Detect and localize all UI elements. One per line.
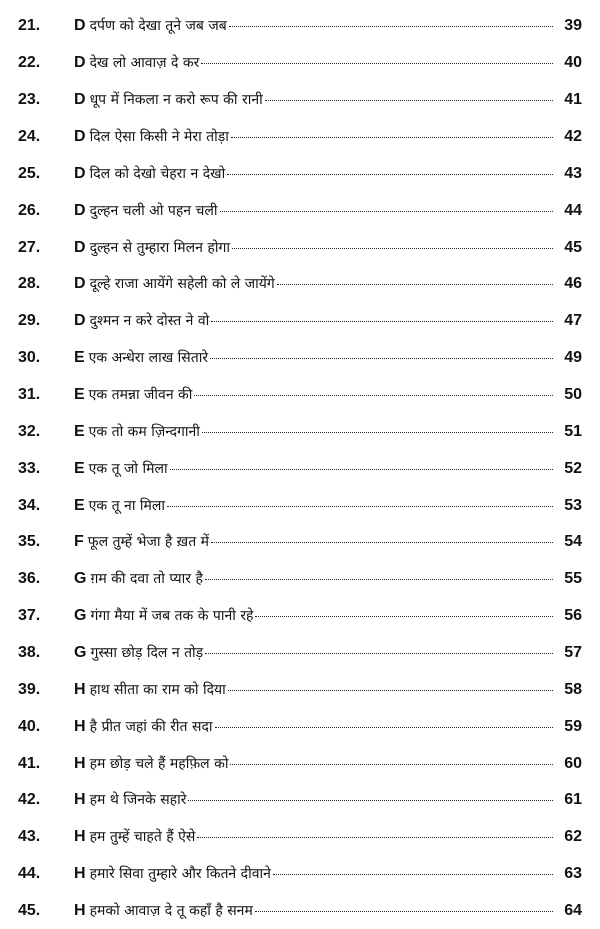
toc-entry-title: दुल्हन से तुम्हारा मिलन होगा — [89, 239, 230, 256]
toc-entry-page: 41 — [564, 91, 582, 109]
toc-entry-page: 55 — [564, 570, 582, 588]
toc-entry-page: 63 — [564, 865, 582, 883]
toc-entry-letter: D — [74, 128, 86, 145]
toc-entry-letter: E — [74, 386, 85, 404]
toc-row[interactable] — [0, 303, 600, 340]
toc-entry — [74, 756, 582, 772]
toc-entry-title: गंगा मैया में जब तक के पानी रहे — [90, 608, 254, 625]
toc-entry-number: 37. — [18, 607, 41, 625]
toc-entry — [74, 829, 582, 845]
toc-entry-page: 39 — [564, 17, 582, 35]
toc-entry-page: 58 — [564, 680, 582, 698]
toc-entry-title: एक तू जो मिला — [88, 460, 168, 477]
toc-entry-title: गुस्सा छोड़ दिल न तोड़ — [90, 645, 204, 662]
toc-entry-page: 44 — [564, 201, 582, 219]
toc-entry — [74, 792, 582, 808]
toc-entry-number: 31. — [18, 386, 41, 404]
dot-leader — [228, 690, 553, 691]
toc-entry — [74, 498, 582, 514]
toc-entry-letter: D — [74, 17, 86, 35]
toc-entry-letter: D — [74, 312, 86, 330]
toc-row[interactable] — [0, 8, 600, 45]
toc-entry-title: एक तू ना मिला — [88, 497, 166, 514]
toc-entry-letter: F — [74, 533, 84, 551]
toc-entry-title: दर्पण को देखा तूने जब जब — [89, 18, 227, 35]
toc-entry-number: 43. — [18, 828, 41, 846]
toc-entry-page: 42 — [564, 128, 582, 145]
toc-entry-title: दिल को देखो चेहरा न देखो — [89, 165, 226, 182]
toc-entry-number: 32. — [18, 422, 41, 440]
toc-entry-letter: G — [74, 570, 87, 588]
dot-leader — [194, 395, 553, 396]
toc-entry — [74, 903, 582, 919]
dot-leader — [220, 211, 553, 212]
toc-entry-number: 26. — [18, 201, 41, 219]
dot-leader — [211, 321, 553, 322]
toc-entry-title: धूप में निकला न करो रूप की रानी — [89, 92, 263, 109]
toc-row[interactable] — [0, 229, 600, 266]
toc-entry-title: एक तमन्ना जीवन की — [88, 387, 193, 404]
toc-entry-page: 59 — [564, 717, 582, 735]
toc-row[interactable] — [0, 45, 600, 82]
toc-row[interactable] — [0, 708, 600, 745]
toc-entry-title: हाथ सीता का राम को दिया — [89, 681, 226, 698]
dot-leader — [202, 432, 553, 433]
toc-entry — [74, 129, 582, 145]
dot-leader — [230, 764, 553, 765]
toc-entry-number: 25. — [18, 164, 41, 182]
toc-entry-title: दूल्हे राजा आयेंगे सहेली को ले जायेंगे — [89, 276, 275, 293]
toc-entry-letter: E — [74, 349, 85, 367]
toc-entry-title: दिल ऐसा किसी ने मेरा तोड़ा — [89, 129, 229, 145]
dot-leader — [273, 874, 553, 875]
toc-entry-number: 33. — [18, 459, 41, 477]
toc-entry-number: 23. — [18, 91, 41, 109]
toc-row[interactable] — [0, 192, 600, 229]
toc-entry-letter: G — [74, 644, 87, 662]
toc-entry — [74, 240, 582, 256]
toc-entry-page: 51 — [564, 422, 582, 440]
toc-entry — [74, 92, 582, 108]
toc-entry-page: 64 — [564, 902, 582, 920]
toc-entry-title: फूल तुम्हें भेजा है ख़त में — [87, 534, 210, 551]
toc-entry — [74, 18, 582, 34]
toc-entry-title: हम छोड़ चले हैं महफ़िल को — [89, 755, 229, 772]
dot-leader — [255, 911, 553, 912]
toc-entry-letter: H — [74, 717, 86, 735]
toc-row[interactable] — [0, 671, 600, 708]
toc-entry-title: एक तो कम ज़िन्दगानी — [88, 423, 200, 440]
toc-entry — [74, 313, 582, 329]
dot-leader — [211, 542, 553, 543]
toc-entry-number: 35. — [18, 533, 41, 551]
toc-row[interactable] — [0, 340, 600, 377]
toc-entry-letter: H — [74, 828, 86, 846]
toc-entry-number: 30. — [18, 349, 41, 367]
toc-entry-letter: D — [74, 238, 86, 256]
toc-entry-page: 43 — [564, 164, 582, 182]
toc-entry-page: 53 — [564, 496, 582, 514]
toc-entry-letter: D — [74, 275, 86, 293]
toc-entry-number: 29. — [18, 312, 41, 330]
toc-entry-page: 57 — [564, 644, 582, 662]
toc-entry-page: 40 — [564, 54, 582, 72]
toc-entry-title: दुल्हन चली ओ पहन चली — [89, 202, 218, 219]
toc-entry — [74, 645, 582, 661]
toc-entry-title: है प्रीत जहां की रीत सदा — [89, 718, 213, 735]
dot-leader — [215, 727, 553, 728]
toc-entry-number: 40. — [18, 717, 41, 735]
toc-entry — [74, 166, 582, 182]
toc-entry-page: 47 — [564, 312, 582, 330]
toc-entry — [74, 719, 582, 735]
toc-row[interactable] — [0, 745, 600, 782]
toc-entry-page: 60 — [564, 754, 582, 772]
dot-leader — [229, 26, 553, 27]
toc-entry-number: 42. — [18, 791, 41, 809]
toc-entry-page: 52 — [564, 459, 582, 477]
dot-leader — [205, 653, 553, 654]
toc-entry — [74, 387, 582, 403]
toc-entry-number: 41. — [18, 754, 41, 772]
dot-leader — [170, 469, 553, 470]
toc-row[interactable] — [0, 856, 600, 893]
dot-leader — [265, 100, 553, 101]
toc-entry-title: हम तुम्हें चाहते हैं ऐसे — [89, 829, 196, 846]
toc-entry-letter: D — [74, 54, 86, 72]
dot-leader — [227, 174, 553, 175]
toc-entry-title: एक अन्धेरा लाख सितारे — [88, 350, 209, 367]
toc-entry — [74, 461, 582, 477]
toc-entry — [74, 866, 582, 882]
dot-leader — [205, 579, 553, 580]
toc-entry-number: 24. — [18, 128, 41, 145]
toc-entry-page: 49 — [564, 349, 582, 367]
toc-entry-title: हमारे सिवा तुम्हारे और कितने दीवाने — [89, 866, 271, 883]
dot-leader — [188, 800, 553, 801]
toc-row[interactable] — [0, 819, 600, 856]
toc-entry-letter: H — [74, 754, 86, 772]
toc-entry-page: 56 — [564, 607, 582, 625]
toc-entry-letter: D — [74, 201, 86, 219]
dot-leader — [197, 837, 553, 838]
toc-entry-title: ग़म की दवा तो प्यार है — [90, 571, 203, 588]
toc-entry-number: 36. — [18, 570, 41, 588]
toc-entry-page: 62 — [564, 828, 582, 846]
toc-entry-number: 38. — [18, 644, 41, 662]
toc-entry-letter: G — [74, 607, 87, 625]
toc-entry-page: 54 — [564, 533, 582, 551]
toc-entry — [74, 571, 582, 587]
toc-entry-letter: H — [74, 791, 86, 809]
toc-entry-letter: H — [74, 865, 86, 883]
dot-leader — [255, 616, 553, 617]
toc-entry-letter: E — [74, 496, 85, 514]
toc-entry — [74, 55, 582, 71]
toc-entry — [74, 682, 582, 698]
dot-leader — [232, 248, 553, 249]
toc-row[interactable] — [0, 561, 600, 598]
toc-entry-number: 21. — [18, 17, 41, 35]
toc-entry-letter: E — [74, 422, 85, 440]
toc-entry-letter: E — [74, 459, 85, 477]
toc-entry-title: दुश्मन न करे दोस्त ने वो — [89, 313, 210, 330]
toc-row[interactable] — [0, 82, 600, 119]
toc-entry-title: हम थे जिनके सहारे — [89, 792, 187, 809]
dot-leader — [201, 63, 553, 64]
toc-entry — [74, 276, 582, 292]
table-of-contents — [0, 8, 600, 929]
toc-row[interactable] — [0, 155, 600, 192]
dot-leader — [167, 506, 553, 507]
toc-entry-page: 50 — [564, 386, 582, 404]
toc-row[interactable] — [0, 450, 600, 487]
toc-entry-page: 46 — [564, 275, 582, 293]
toc-row[interactable] — [0, 635, 600, 672]
toc-entry-letter: D — [74, 164, 86, 182]
toc-entry-number: 39. — [18, 680, 41, 698]
toc-entry-number: 28. — [18, 275, 41, 293]
toc-entry-number: 45. — [18, 902, 41, 920]
toc-row[interactable] — [0, 377, 600, 414]
toc-entry-number: 27. — [18, 238, 41, 256]
toc-entry-page: 45 — [564, 238, 582, 256]
toc-row[interactable] — [0, 893, 600, 929]
toc-entry-number: 22. — [18, 54, 41, 72]
toc-entry — [74, 534, 582, 550]
toc-entry — [74, 350, 582, 366]
toc-row[interactable] — [0, 413, 600, 450]
toc-entry-letter: H — [74, 902, 86, 920]
toc-row[interactable] — [0, 119, 600, 156]
toc-entry — [74, 608, 582, 624]
toc-row[interactable] — [0, 487, 600, 524]
toc-row[interactable] — [0, 782, 600, 819]
toc-row[interactable] — [0, 524, 600, 561]
toc-entry-title: हमको आवाज़ दे तू कहाँ है सनम — [89, 903, 253, 920]
toc-row[interactable] — [0, 598, 600, 635]
toc-entry — [74, 424, 582, 440]
dot-leader — [210, 358, 553, 359]
toc-row[interactable] — [0, 266, 600, 303]
toc-entry-title: देख लो आवाज़ दे कर — [89, 55, 200, 72]
dot-leader — [277, 284, 553, 285]
toc-entry-letter: H — [74, 680, 86, 698]
toc-entry-number: 44. — [18, 865, 41, 883]
toc-entry-number: 34. — [18, 496, 41, 514]
toc-entry-page: 61 — [564, 791, 582, 809]
toc-entry-letter: D — [74, 91, 86, 109]
dot-leader — [231, 137, 553, 138]
toc-entry — [74, 203, 582, 219]
